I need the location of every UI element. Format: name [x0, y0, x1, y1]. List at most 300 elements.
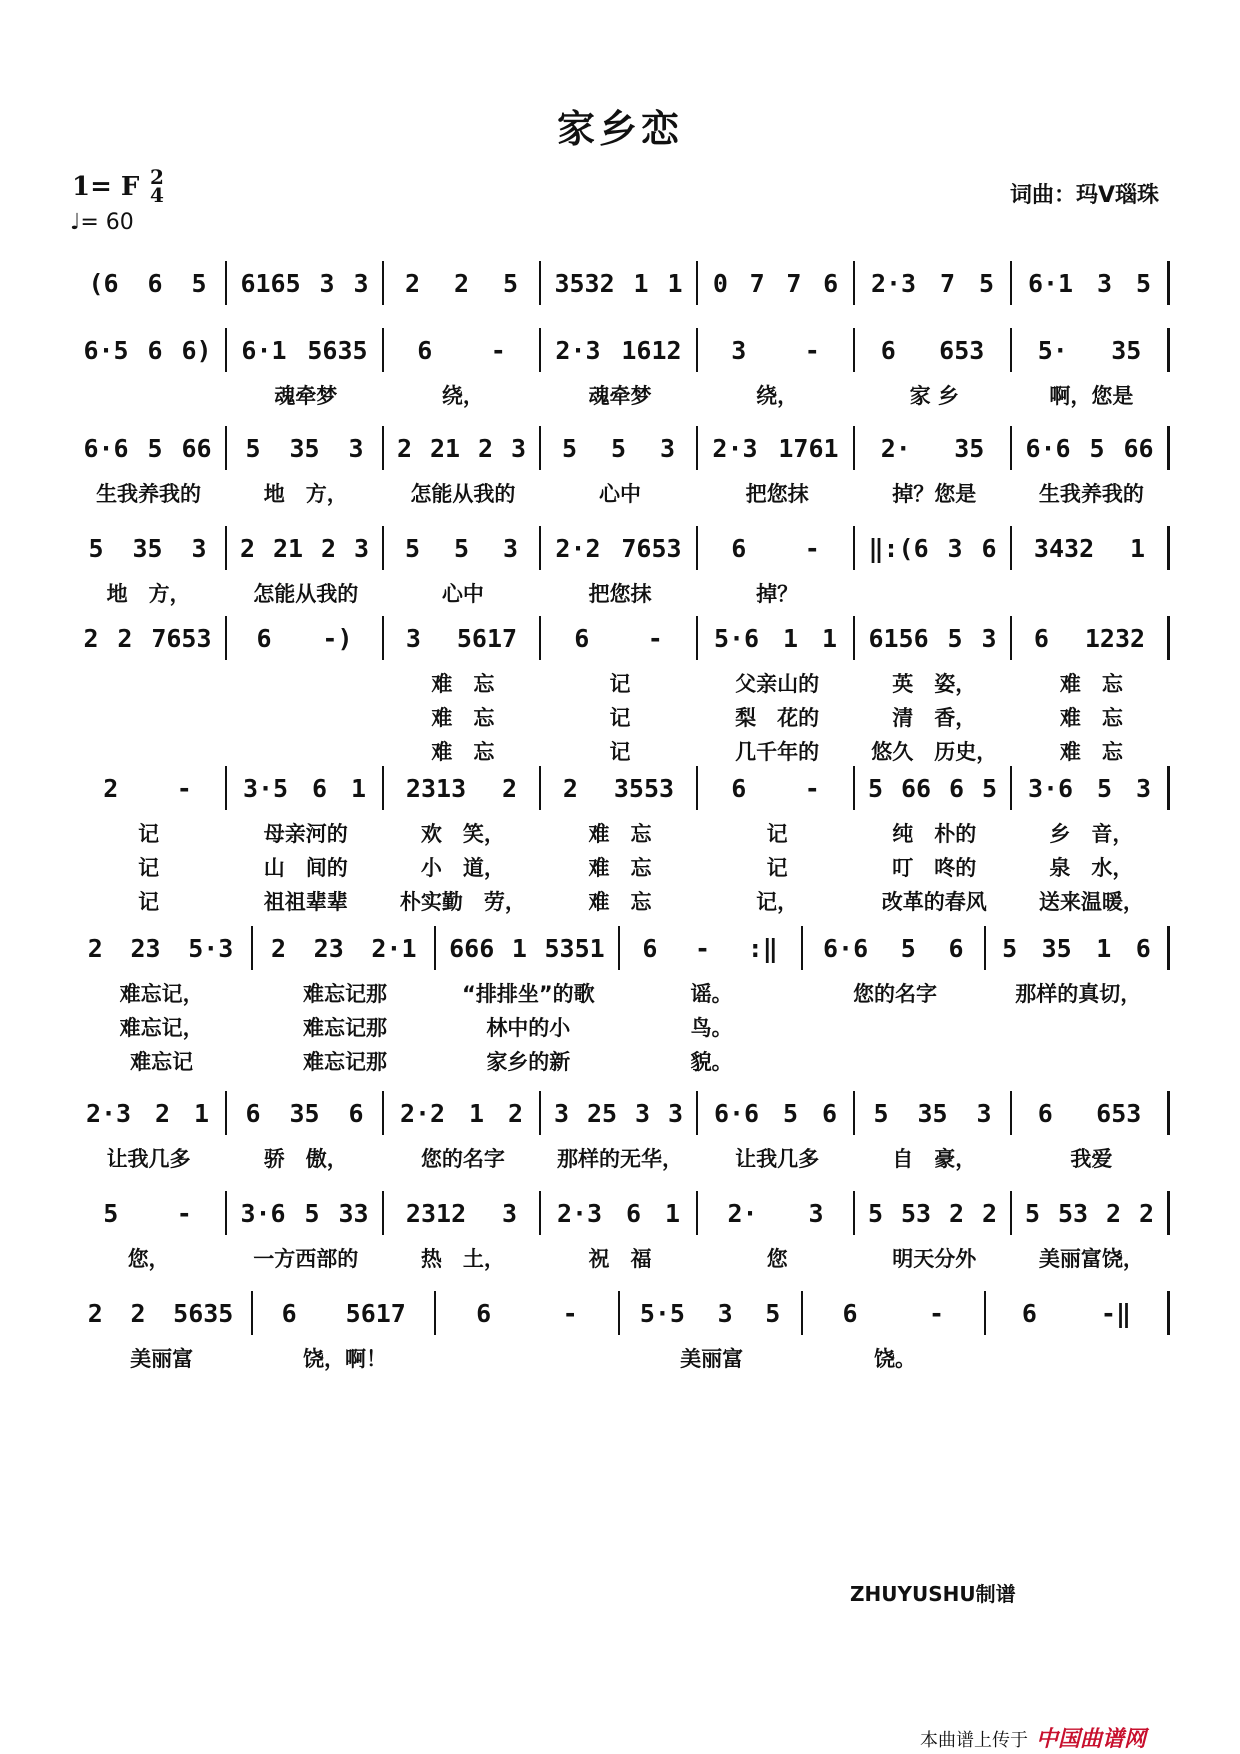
note-group: -: [647, 623, 663, 653]
note-group: 5: [1002, 933, 1018, 963]
measure: [70, 328, 227, 372]
note-group: 6: [1037, 1098, 1053, 1128]
lyric-cell: 林中的小: [486, 1016, 571, 1040]
measure: [698, 1091, 855, 1135]
measure: [384, 526, 541, 570]
lyric-cell: 让我几多: [106, 1147, 191, 1171]
lyric-cell: 记: [609, 740, 631, 764]
lyric-cell: 记: [609, 706, 631, 730]
measure: [1012, 766, 1170, 810]
note-group: 6: [626, 1198, 642, 1228]
note-group: 3: [353, 268, 369, 298]
measure: [855, 616, 1012, 660]
note-group: 6: [731, 533, 747, 563]
note-group: 3: [553, 1098, 570, 1128]
lyric-line: [70, 378, 1170, 412]
measure: [541, 526, 698, 570]
measure: [1012, 616, 1170, 660]
note-group: 6·6: [83, 433, 129, 463]
note-group: 6: [1033, 623, 1049, 653]
note-group: 5: [1024, 1198, 1041, 1228]
measure: [698, 1191, 855, 1235]
note-group: 5: [453, 533, 470, 563]
lyric-cell: 我爱: [1070, 1147, 1113, 1171]
note-group: 6: [880, 335, 896, 365]
song-title: 家乡恋: [556, 107, 683, 151]
notation-line: [70, 322, 1170, 378]
measure: [384, 426, 541, 470]
note-group: 5: [867, 773, 884, 803]
measure: [227, 526, 384, 570]
note-group: 6: [842, 1298, 858, 1328]
measure: [1012, 261, 1170, 305]
note-group: 2·3: [555, 335, 601, 365]
note-group: 5: [900, 933, 916, 963]
lyric-cell: 生我养我的: [1038, 482, 1144, 506]
note-group: 5·5: [639, 1298, 685, 1328]
measure: [70, 426, 227, 470]
note-group: 1: [783, 623, 799, 653]
note-group: 1: [1130, 533, 1146, 563]
note-group: 5: [147, 433, 163, 463]
score-system: [70, 520, 1170, 610]
lyric-cell: 您的名字: [420, 1147, 505, 1171]
measure: [855, 328, 1012, 372]
note-group: -: [176, 773, 192, 803]
measure: [698, 526, 855, 570]
note-group: 3: [634, 1098, 651, 1128]
note-group: 6: [948, 773, 965, 803]
measure: [698, 261, 855, 305]
score-system: [70, 1085, 1170, 1175]
measure: [698, 766, 855, 810]
notation-line: [70, 420, 1170, 476]
note-group: 35: [289, 1098, 320, 1128]
lyric-cell: 心中: [598, 482, 641, 506]
note-group: 3: [808, 1198, 824, 1228]
measure: [70, 616, 227, 660]
note-group: 1: [667, 268, 683, 298]
note-group: 3: [510, 433, 527, 463]
notation-line: [70, 1285, 1170, 1341]
note-group: 2: [87, 1298, 103, 1328]
measure: [855, 766, 1012, 810]
lyric-cell: 魂牵梦: [274, 384, 338, 408]
note-group: 3: [502, 1198, 518, 1228]
note-group: 5: [765, 1298, 781, 1328]
lyric-cell: 难忘记，: [119, 1016, 204, 1040]
note-group: 6·6: [713, 1098, 760, 1128]
note-group: 3: [348, 433, 364, 463]
measure: [384, 616, 541, 660]
note-group: 6·1: [241, 335, 287, 365]
note-group: 2·2: [399, 1098, 446, 1128]
note-group: 6: [256, 623, 272, 653]
measure: [855, 526, 1012, 570]
note-group: 21: [272, 533, 304, 563]
lyric-line: [70, 1141, 1170, 1175]
measure: [70, 1191, 227, 1235]
measure: [227, 766, 384, 810]
note-group: 653: [1096, 1098, 1142, 1128]
note-group: 66: [900, 773, 932, 803]
score-system: [70, 1185, 1170, 1275]
lyric-cell: 鸟。: [690, 1016, 733, 1040]
lyric-cell: 难 忘: [431, 706, 495, 730]
note-group: 5635: [307, 335, 368, 365]
note-group: 6·6: [1025, 433, 1071, 463]
measure: [227, 426, 384, 470]
lyric-cell: 难忘记那: [302, 1050, 387, 1074]
note-group: 2: [453, 268, 470, 298]
note-group: 1: [664, 1198, 681, 1228]
note-group: 66: [1123, 433, 1154, 463]
lyric-cell: 难忘记那: [302, 1016, 387, 1040]
note-group: 3432: [1033, 533, 1095, 563]
measure: [1012, 426, 1170, 470]
lyric-cell: 难 忘: [588, 890, 652, 914]
note-group: 35: [954, 433, 985, 463]
lyric-cell: 美丽富: [680, 1347, 744, 1371]
score-system: [70, 255, 1170, 311]
note-group: 6·1: [1027, 268, 1074, 298]
note-group: 2: [1138, 1198, 1155, 1228]
note-group: -: [804, 335, 820, 365]
note-group: 1: [469, 1098, 485, 1128]
note-group: 35: [289, 433, 320, 463]
note-group: 66: [181, 433, 212, 463]
lyric-cell: 母亲河的: [263, 822, 348, 846]
note-group: 53: [1057, 1198, 1089, 1228]
note-group: 1: [193, 1098, 210, 1128]
score-system: [70, 322, 1170, 412]
measure: [227, 616, 384, 660]
lyric-cell: 让我几多: [735, 1147, 820, 1171]
lyric-cell: 明天分外: [892, 1247, 977, 1271]
note-group: 5: [502, 268, 519, 298]
note-group: 5: [610, 433, 627, 463]
lyric-cell: 记: [138, 856, 160, 880]
lyric-cell: 祝 福: [588, 1247, 652, 1271]
note-group: 7653: [151, 623, 212, 653]
measure: [698, 426, 855, 470]
note-group: 2: [130, 1298, 146, 1328]
lyric-cell: 生我养我的: [96, 482, 202, 506]
measure: [803, 926, 986, 970]
lyric-cell: 那样的无华，: [556, 1147, 683, 1171]
note-group: 5: [191, 268, 207, 298]
lyric-line: [70, 976, 1170, 1010]
lyric-cell: 掉？您是: [892, 482, 977, 506]
note-group: 6: [312, 773, 328, 803]
note-group: 1: [1096, 933, 1112, 963]
lyric-cell: 美丽富: [130, 1347, 194, 1371]
lyric-line: [70, 1341, 1170, 1375]
note-group: 6: [823, 268, 839, 298]
score-system: [70, 760, 1170, 918]
measure: [855, 261, 1012, 305]
lyric-cell: 悠久 历史，: [871, 740, 998, 764]
measure: [541, 426, 698, 470]
lyric-cell: 怎能从我的: [253, 582, 359, 606]
lyric-cell: 朴实勤 劳，: [399, 890, 526, 914]
notation-line: [70, 1185, 1170, 1241]
note-group: 3·6: [1027, 773, 1074, 803]
lyric-cell: 地 方，: [263, 482, 348, 506]
key-signature: 1= F: [72, 172, 140, 202]
note-group: 35: [1041, 933, 1072, 963]
lyric-cell: 绕，: [441, 384, 484, 408]
measure: [541, 1191, 698, 1235]
note-group: 6: [281, 1298, 297, 1328]
note-group: 6: [1135, 933, 1151, 963]
lyric-line: [70, 884, 1170, 918]
note-group: 2: [83, 623, 99, 653]
measure: [541, 766, 698, 810]
lyric-cell: 祖祖辈辈: [263, 890, 348, 914]
measure: [855, 1091, 1012, 1135]
note-group: -: [562, 1298, 578, 1328]
note-group: 5: [867, 1198, 884, 1228]
lyric-cell: 欢 笑，: [420, 822, 505, 846]
lyric-cell: 难 忘: [1059, 740, 1123, 764]
note-group: 6·6: [823, 933, 869, 963]
lyric-line: [70, 666, 1170, 700]
note-group: 3: [405, 623, 421, 653]
lyric-cell: 那样的真切，: [1015, 982, 1142, 1006]
note-group: 5617: [456, 623, 518, 653]
note-group: 33: [338, 1198, 369, 1228]
note-group: 3: [659, 433, 676, 463]
note-group: 5: [103, 1198, 119, 1228]
note-group: 5635: [173, 1298, 234, 1328]
note-group: 2: [1105, 1198, 1122, 1228]
note-group: 5·: [1037, 335, 1068, 365]
measure: [541, 328, 698, 372]
measure: [620, 926, 803, 970]
lyric-cell: 饶，啊！: [302, 1347, 387, 1371]
note-group: 1612: [621, 335, 682, 365]
note-group: 3: [976, 1098, 992, 1128]
notation-line: [70, 1085, 1170, 1141]
note-group: 6·5: [83, 335, 129, 365]
lyric-cell: 记: [609, 672, 631, 696]
note-group: 3: [667, 1098, 684, 1128]
note-group: 2: [981, 1198, 998, 1228]
note-group: 2: [87, 933, 103, 963]
lyric-cell: 骄 傲，: [263, 1147, 348, 1171]
lyric-cell: 难 忘: [588, 856, 652, 880]
note-group: 6): [181, 335, 212, 365]
note-group: 2: [270, 933, 287, 963]
note-group: 2: [948, 1198, 965, 1228]
lyric-cell: 貌。: [690, 1050, 733, 1074]
note-group: 2: [507, 1098, 524, 1128]
note-group: 6: [1021, 1298, 1037, 1328]
lyric-cell: 您，: [127, 1247, 170, 1271]
note-group: 6: [348, 1098, 364, 1128]
lyric-line: [70, 816, 1170, 850]
note-group: 6: [417, 335, 433, 365]
measure: [541, 1091, 698, 1135]
site-logo: 中国曲谱网: [1036, 1727, 1147, 1752]
note-group: -): [322, 623, 353, 653]
measure: [620, 1291, 803, 1335]
measure: [1012, 526, 1170, 570]
lyric-cell: 记，: [756, 890, 799, 914]
notation-line: [70, 610, 1170, 666]
note-group: 3: [1097, 268, 1113, 298]
measure: [1012, 1191, 1170, 1235]
lyric-cell: 地 方，: [106, 582, 191, 606]
lyric-line: [70, 476, 1170, 510]
note-group: 2312: [405, 1198, 467, 1228]
measure: [384, 1191, 541, 1235]
note-group: 7: [786, 268, 802, 298]
note-group: 5·6: [713, 623, 760, 653]
lyric-cell: 啊，您是: [1049, 384, 1134, 408]
notation-line: [70, 520, 1170, 576]
measure: [1012, 1091, 1170, 1135]
lyric-cell: 记: [766, 856, 788, 880]
note-group: -: [804, 773, 820, 803]
measure: [384, 261, 541, 305]
score-system: [70, 420, 1170, 510]
lyric-cell: 英 姿，: [892, 672, 977, 696]
measure: [698, 616, 855, 660]
note-group: 1232: [1084, 623, 1146, 653]
time-signature-bottom: 4: [150, 183, 164, 207]
lyric-line: [70, 700, 1170, 734]
lyric-line: [70, 1044, 1170, 1078]
lyric-cell: 魂牵梦: [588, 384, 652, 408]
note-group: -: [490, 335, 506, 365]
note-group: 1: [350, 773, 367, 803]
note-group: 53: [900, 1198, 932, 1228]
note-group: 3: [981, 623, 997, 653]
note-group: 2·3: [870, 268, 917, 298]
measure: [253, 926, 436, 970]
lyric-cell: 自 豪，: [892, 1147, 977, 1171]
lyric-cell: 乡 音，: [1049, 822, 1134, 846]
note-group: 2: [477, 433, 494, 463]
note-group: 3: [1135, 773, 1152, 803]
lyric-cell: 把您抹: [745, 482, 809, 506]
lyric-cell: 送来温暖，: [1038, 890, 1144, 914]
measure: [70, 926, 253, 970]
note-group: 7: [940, 268, 956, 298]
lyric-cell: 梨 花的: [735, 706, 820, 730]
lyric-cell: 绕，: [756, 384, 799, 408]
note-group: 6: [642, 933, 658, 963]
note-group: 2: [320, 533, 337, 563]
lyric-cell: 难忘记: [130, 1050, 194, 1074]
note-group: 3: [319, 268, 335, 298]
note-group: 5: [561, 433, 578, 463]
note-group: 5: [245, 433, 261, 463]
lyric-cell: 叮 咚的: [892, 856, 977, 880]
note-group: 3: [731, 335, 747, 365]
lyric-cell: 美丽富饶，: [1038, 1247, 1144, 1271]
note-group: -‖: [1100, 1298, 1132, 1328]
lyric-cell: 清 香，: [892, 706, 977, 730]
lyric-cell: 家 乡: [909, 384, 959, 408]
note-group: 5·3: [188, 933, 234, 963]
measure: [541, 261, 698, 305]
note-group: 5: [404, 533, 421, 563]
note-group: 35: [132, 533, 163, 563]
lyric-line: [70, 1010, 1170, 1044]
lyric-cell: 记: [138, 822, 160, 846]
note-group: 3: [947, 533, 963, 563]
lyric-cell: 泉 水，: [1049, 856, 1134, 880]
arranger-credit: ZHUYUSHU制谱: [850, 1582, 1016, 1606]
note-group: 6: [147, 268, 163, 298]
note-group: 2: [239, 533, 256, 563]
notation-line: [70, 255, 1170, 311]
measure: [1012, 328, 1170, 372]
lyric-cell: 您的名字: [852, 982, 937, 1006]
note-group: 23: [313, 933, 344, 963]
measure: [70, 766, 227, 810]
lyric-line: [70, 1241, 1170, 1275]
note-group: 6: [948, 933, 964, 963]
note-group: 2: [117, 623, 133, 653]
note-group: 2: [155, 1098, 171, 1128]
lyric-cell: 小 道，: [420, 856, 505, 880]
note-group: 653: [939, 335, 985, 365]
note-group: 6: [821, 1098, 838, 1128]
footer: [920, 1722, 1146, 1753]
note-group: 7653: [621, 533, 682, 563]
note-group: 5: [88, 533, 104, 563]
measure: [384, 766, 541, 810]
lyric-cell: 记: [766, 822, 788, 846]
note-group: -: [804, 533, 820, 563]
lyric-cell: 难 忘: [1059, 672, 1123, 696]
lyric-cell: 把您抹: [588, 582, 652, 606]
score-system: [70, 920, 1170, 1078]
note-group: 2·2: [555, 533, 601, 563]
lyric-cell: 记: [138, 890, 160, 914]
measure: [855, 1191, 1012, 1235]
measure: [227, 328, 384, 372]
note-group: 5: [978, 268, 995, 298]
footer-text: 本曲谱上传于: [920, 1730, 1028, 1751]
note-group: 5351: [544, 933, 605, 963]
note-group: 6: [731, 773, 747, 803]
score-system: [70, 610, 1170, 768]
lyric-cell: 谣。: [690, 982, 733, 1006]
measure: [227, 1091, 384, 1135]
lyric-cell: 难忘记，: [119, 982, 204, 1006]
lyric-cell: 难忘记那: [302, 982, 387, 1006]
lyric-cell: “排排坐”的歌: [462, 982, 595, 1006]
notation-line: [70, 760, 1170, 816]
note-group: 2: [502, 773, 518, 803]
note-group: 2: [103, 773, 119, 803]
measure: [986, 926, 1170, 970]
lyric-cell: 改革的春风: [881, 890, 987, 914]
measure: [70, 1291, 253, 1335]
note-group: 6: [245, 1098, 261, 1128]
measure: [70, 261, 227, 305]
lyric-cell: 饶。: [873, 1347, 916, 1371]
note-group: 6: [147, 335, 163, 365]
time-signature: [146, 165, 168, 207]
note-group: 3: [353, 533, 370, 563]
note-group: 5: [304, 1198, 320, 1228]
